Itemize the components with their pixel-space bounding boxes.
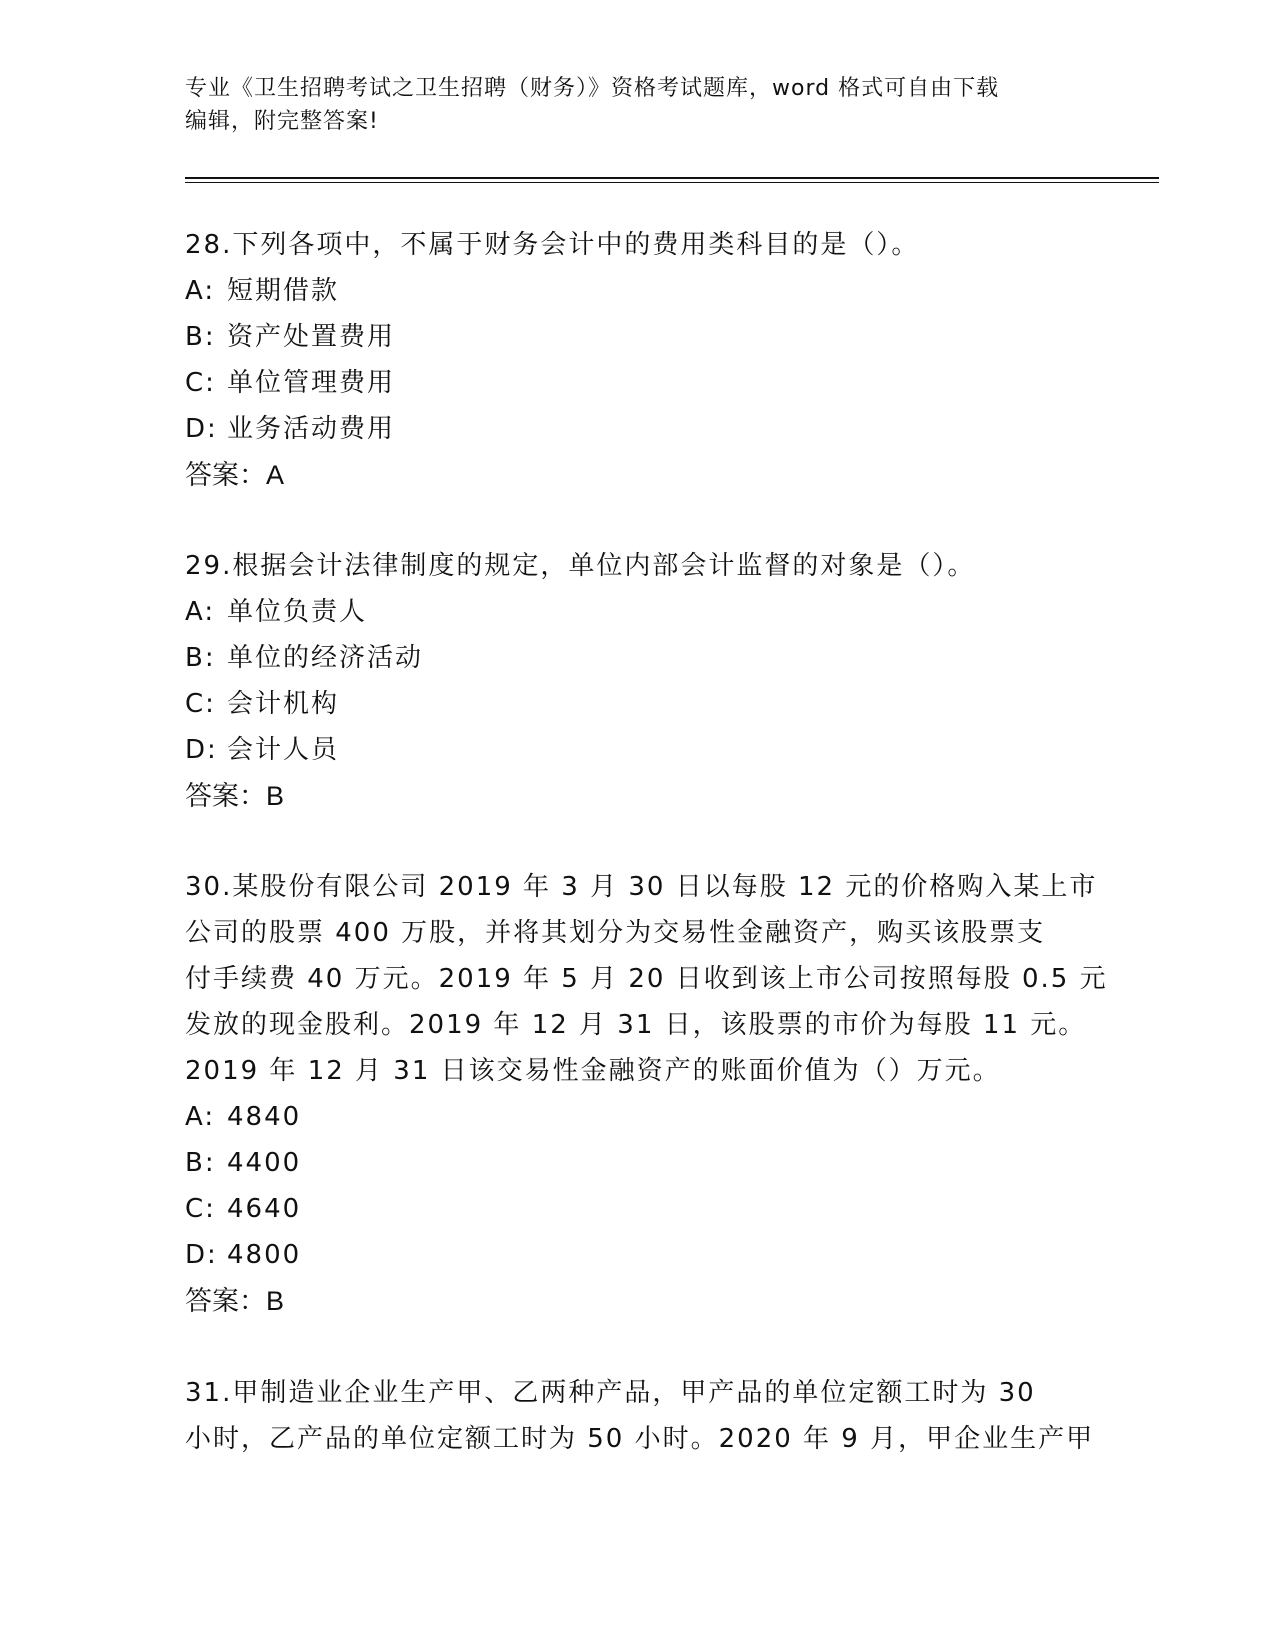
question-29 xyxy=(185,543,1085,819)
document-header xyxy=(185,72,1085,138)
option-text: 4400 xyxy=(227,1148,302,1178)
option-text: 4800 xyxy=(227,1240,302,1270)
question-stem-line-3: 付手续费 40 万元。2019 年 5 月 20 日收到该上市公司按照每股 0.5 元 xyxy=(185,964,1108,994)
option-key: D: xyxy=(185,735,218,765)
question-stem: 28.下列各项中，不属于财务会计中的费用类科目的是（）。 xyxy=(185,230,920,260)
option-key: A: xyxy=(185,276,216,306)
option-a xyxy=(185,1094,1085,1140)
option-d xyxy=(185,727,1085,773)
question-stem-line-4: 发放的现金股利。2019 年 12 月 31 日，该股票的市价为每股 11 元。 xyxy=(185,1010,1087,1040)
option-key: C: xyxy=(185,1194,216,1224)
option-text: 资产处置费用 xyxy=(227,322,396,352)
option-key: C: xyxy=(185,368,216,398)
option-text: 单位管理费用 xyxy=(227,368,396,398)
option-c xyxy=(185,1186,1085,1232)
question-31 xyxy=(185,1370,1095,1462)
header-divider xyxy=(185,177,1159,179)
option-d xyxy=(185,406,1085,452)
header-line-1: 专业《卫生招聘考试之卫生招聘（财务）》资格考试题库，word 格式可自由下载 xyxy=(185,76,1000,101)
question-28 xyxy=(185,222,1085,498)
option-key: A: xyxy=(185,597,216,627)
question-stem-line-5: 2019 年 12 月 31 日该交易性金融资产的账面价值为（）万元。 xyxy=(185,1056,1001,1086)
option-c xyxy=(185,360,1085,406)
option-text: 会计人员 xyxy=(227,735,340,765)
option-a xyxy=(185,268,1085,314)
option-text: 业务活动费用 xyxy=(227,414,396,444)
question-30 xyxy=(185,864,1108,1324)
header-divider-thin xyxy=(185,182,1159,183)
question-stem-line-1: 31.甲制造业企业生产甲、乙两种产品，甲产品的单位定额工时为 30 xyxy=(185,1378,1036,1408)
question-stem-line-2: 公司的股票 400 万股，并将其划分为交易性金融资产，购买该股票支 xyxy=(185,918,1046,948)
option-b xyxy=(185,1140,1085,1186)
option-key: A: xyxy=(185,1102,216,1132)
option-text: 4840 xyxy=(227,1102,302,1132)
answer-line: 答案：A xyxy=(185,460,285,490)
option-text: 短期借款 xyxy=(227,276,340,306)
option-key: B: xyxy=(185,1148,216,1178)
question-stem-line-1: 30.某股份有限公司 2019 年 3 月 30 日以每股 12 元的价格购入某上市 xyxy=(185,872,1098,902)
option-c xyxy=(185,681,1085,727)
option-b xyxy=(185,635,1085,681)
option-text: 会计机构 xyxy=(227,689,340,719)
header-line-2: 编辑，附完整答案! xyxy=(185,109,379,134)
option-key: B: xyxy=(185,643,216,673)
option-text: 单位的经济活动 xyxy=(227,643,424,673)
option-text: 4640 xyxy=(227,1194,302,1224)
option-a xyxy=(185,589,1085,635)
option-key: B: xyxy=(185,322,216,352)
option-b xyxy=(185,314,1085,360)
option-key: D: xyxy=(185,1240,218,1270)
option-d xyxy=(185,1232,1085,1278)
answer-line: 答案：B xyxy=(185,1286,285,1316)
question-stem-line-2: 小时，乙产品的单位定额工时为 50 小时。2020 年 9 月，甲企业生产甲 xyxy=(185,1424,1095,1454)
answer-line: 答案：B xyxy=(185,781,285,811)
option-key: D: xyxy=(185,414,218,444)
question-stem: 29.根据会计法律制度的规定，单位内部会计监督的对象是（）。 xyxy=(185,551,976,581)
option-text: 单位负责人 xyxy=(227,597,368,627)
option-key: C: xyxy=(185,689,216,719)
